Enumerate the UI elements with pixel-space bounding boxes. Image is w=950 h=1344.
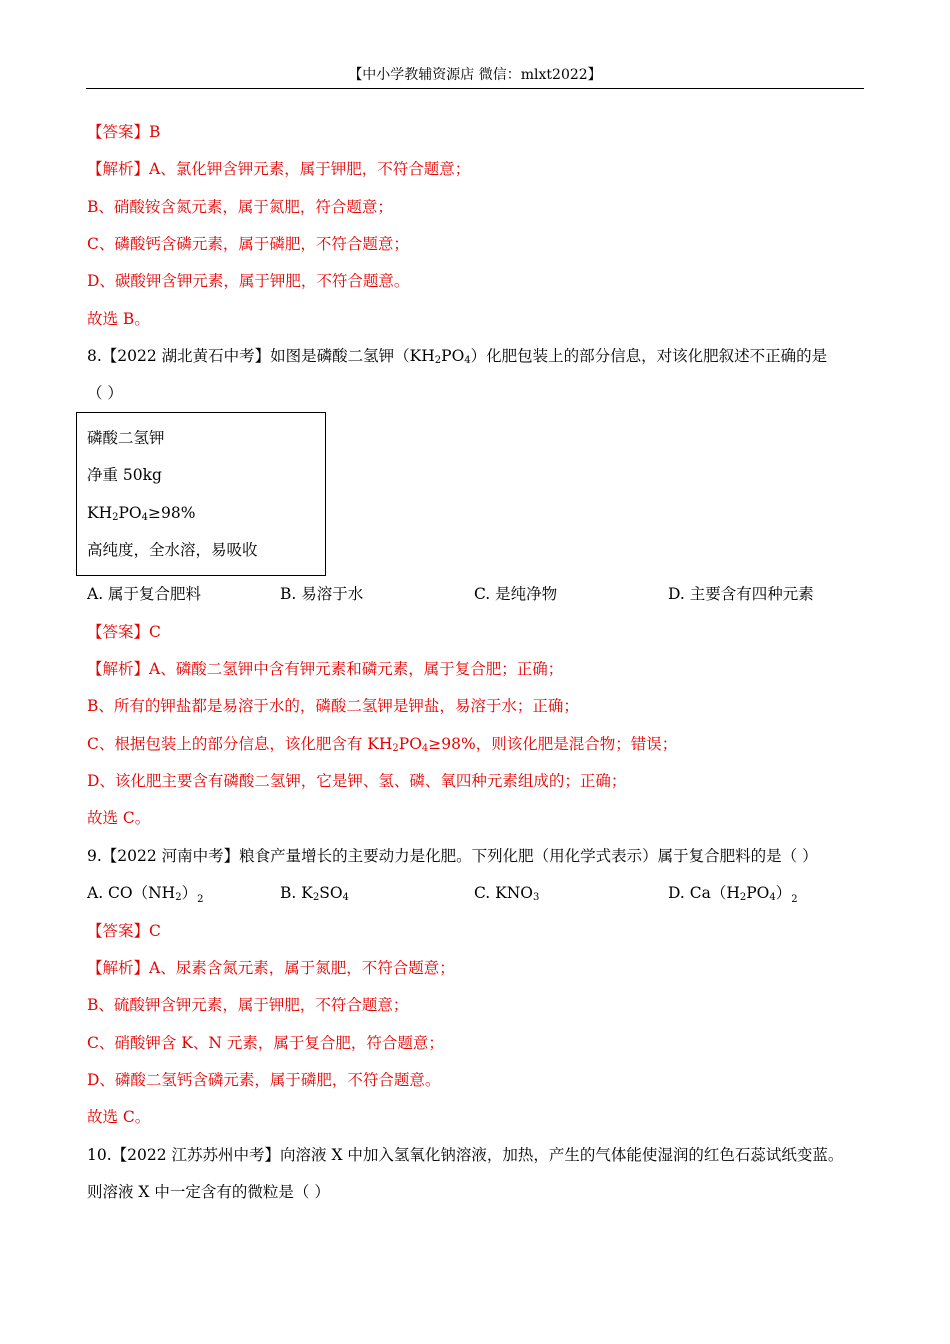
q7-analysis-a: 【解析】A、氯化钾含钾元素，属于钾肥，不符合题意；	[87, 160, 471, 178]
q8-option-d: D. 主要含有四种元素	[668, 585, 814, 603]
q9-number: 9.	[87, 847, 102, 865]
q8-conclusion: 故选 C。	[87, 809, 151, 827]
q8-option-a: A. 属于复合肥料	[87, 585, 202, 603]
q9-analysis-a: 【解析】A、尿素含氮元素，属于氮肥，不符合题意；	[87, 959, 455, 977]
q8-blank: （ ）	[87, 384, 123, 402]
page-header: 【中小学教辅资源店 微信：mlxt2022】	[348, 67, 602, 83]
q9-source: 【2022 河南中考】	[101, 847, 240, 865]
q9-option-d: D. $Ca(H_2PO_4)_2$	[668, 884, 798, 905]
q9-option-c: C. $KNO_3$	[474, 884, 540, 903]
q7-analysis-d: D、碳酸钾含钾元素，属于钾肥，不符合题意。	[87, 272, 410, 290]
header-rule	[86, 88, 864, 89]
q8-analysis-d: D、该化肥主要含有磷酸二氢钾，它是钾、氢、磷、氧四种元素组成的；正确；	[87, 772, 627, 790]
q9-analysis-b: B、硫酸钾含钾元素，属于钾肥，不符合题意；	[87, 996, 409, 1014]
q8-option-b: B. 易溶于水	[280, 585, 364, 603]
q10-stem-continued: 则溶液 X 中一定含有的微粒是（ ）	[87, 1183, 330, 1201]
fertilizer-label-box	[76, 412, 326, 576]
q8-option-c: C. 是纯净物	[474, 585, 558, 603]
q10-number: 10.	[87, 1146, 112, 1164]
label-features: 高纯度，全水溶，易吸收	[87, 541, 258, 559]
q9-analysis-c: C、硝酸钾含 K、N 元素，属于复合肥，符合题意；	[87, 1034, 444, 1052]
q10-source: 【2022 江苏苏州中考】	[111, 1146, 281, 1164]
q8-analysis-c: C、根据包装上的部分信息，该化肥含有 $KH_2PO_4\ge 98\%$，则该化肥是混合物；错误；	[87, 735, 678, 754]
q8-number: 8.	[87, 347, 102, 365]
label-net-weight: 净重 50kg	[87, 466, 162, 484]
label-purity: $KH_2PO_4\ge 98\%$	[87, 504, 196, 523]
q9-answer: 【答案】C	[87, 922, 161, 940]
q10-stem: 10.【2022 江苏苏州中考】向溶液 X 中加入氢氧化钠溶液，加热，产生的气体能使湿润的红色石蕊试纸变蓝。	[87, 1146, 844, 1164]
q9-option-b: B. $K_2SO_4$	[280, 884, 349, 903]
q7-analysis-b: B、硝酸铵含氮元素，属于氮肥，符合题意；	[87, 198, 393, 216]
q8-stem: 8.【2022 湖北黄石中考】如图是磷酸二氢钾$(KH_2PO_4)$化肥包装上的部分信息，对该化肥叙述不正确的是	[87, 347, 828, 366]
label-product-name: 磷酸二氢钾	[87, 429, 165, 447]
q7-conclusion: 故选 B。	[87, 310, 150, 328]
q9-conclusion: 故选 C。	[87, 1108, 151, 1126]
q8-analysis-b: B、所有的钾盐都是易溶于水的，磷酸二氢钾是钾盐，易溶于水；正确；	[87, 697, 579, 715]
q7-answer: 【答案】B	[87, 123, 161, 141]
q9-analysis-d: D、磷酸二氢钙含磷元素，属于磷肥，不符合题意。	[87, 1071, 441, 1089]
q8-answer: 【答案】C	[87, 623, 161, 641]
q8-analysis-a: 【解析】A、磷酸二氢钾中含有钾元素和磷元素，属于复合肥；正确；	[87, 660, 564, 678]
q8-source: 【2022 湖北黄石中考】	[101, 347, 271, 365]
q7-analysis-c: C、磷酸钙含磷元素，属于磷肥，不符合题意；	[87, 235, 409, 253]
q9-option-a: A. $CO(NH_2)_2$	[87, 884, 204, 905]
q9-stem: 9.【2022 河南中考】粮食产量增长的主要动力是化肥。下列化肥（用化学式表示）属于复合肥料的是（ ）	[87, 847, 818, 865]
